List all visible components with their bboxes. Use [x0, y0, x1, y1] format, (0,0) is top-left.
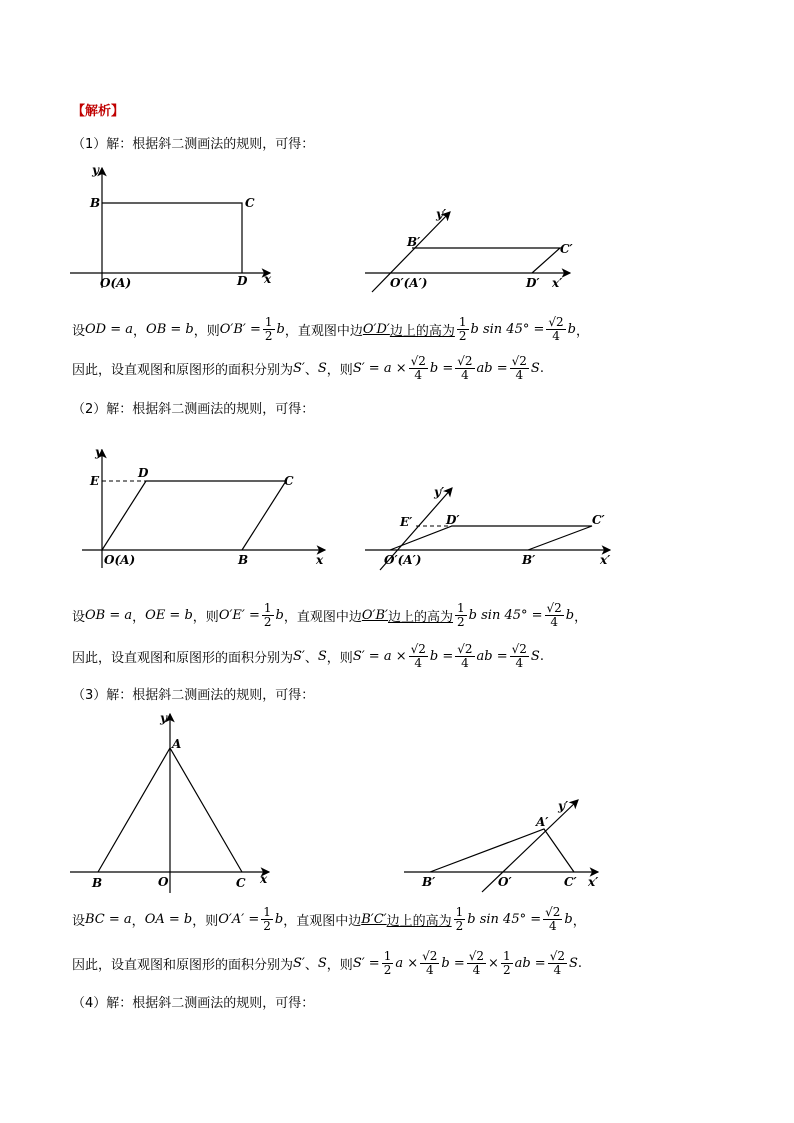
- label-B-prime: B′: [407, 235, 421, 249]
- part-3-intuitive-figure: [400, 792, 610, 902]
- label-O-prime: O′(A′): [390, 276, 428, 290]
- part-2-intuitive-figure: [360, 480, 620, 575]
- part-1-label: （1）解：根据斜二测画法的规则，可得：: [72, 137, 315, 152]
- label-D: D: [138, 466, 149, 480]
- label-D-prime: D′: [526, 276, 540, 290]
- label-B: B: [238, 553, 249, 567]
- label-B-prime: B′: [522, 553, 536, 567]
- part-3-original-figure: [62, 708, 282, 893]
- part-2-equation-1: 设 OB = a ， OE = b ，则 O′E′ = $\frac{1}{2}$ b ，直观图中边 O′B′ 边上的高为 $\frac{1}{2}$ b sin 45° = $\frac{√2}{4}$ b ，: [72, 601, 588, 629]
- part-3-equation-2: 因此，设直观图和原图形的面积分别为 S′ 、 S ，则 S′ = $\frac{1}{2}$ a × $\frac{√2}{4}$ b = $\frac{√2}{4}$ × $\frac{1}{2}$ ab = $\frac{√2}{4}$ S .: [72, 949, 583, 977]
- part-2-equation-2: 因此，设直观图和原图形的面积分别为 S′ 、 S ，则 S′ = a × $\frac{√2}{4}$ b = $\frac{√2}{4}$ ab = $\frac{√2}{4}$ S .: [72, 642, 544, 670]
- label-x: x: [260, 872, 268, 886]
- part-1-original-figure: [60, 160, 290, 300]
- label-O-prime: O′: [498, 875, 512, 889]
- label-x-prime: x′: [588, 875, 599, 889]
- label-OA: O(A): [100, 276, 132, 290]
- part-2-label: （2）解：根据斜二测画法的规则，可得：: [72, 402, 315, 417]
- parallelogram: [102, 481, 286, 550]
- label-x-prime: x′: [552, 276, 563, 290]
- part-3-equation-1: 设 BC = a ， OA = b ，则 O′A′ = $\frac{1}{2}$ b ，直观图中边 B′C′ 边上的高为 $\frac{1}{2}$ b sin 45° = $\frac{√2}{4}$ b ，: [72, 905, 586, 933]
- label-O-prime: O′(A′): [384, 553, 422, 567]
- label-O: O: [158, 875, 169, 889]
- label-y-prime: y′: [434, 485, 445, 499]
- label-D: D: [237, 274, 248, 288]
- parallelogram: [412, 248, 560, 273]
- part-4-label: （4）解：根据斜二测画法的规则，可得：: [72, 996, 315, 1011]
- triangle: [430, 829, 574, 872]
- label-y-prime: y′: [558, 799, 569, 813]
- part-3-label: （3）解：根据斜二测画法的规则，可得：: [72, 688, 315, 703]
- label-y: y: [160, 711, 167, 725]
- label-B-prime: B′: [422, 875, 436, 889]
- label-C: C: [245, 196, 255, 210]
- label-y: y: [92, 163, 99, 177]
- label-B: B: [90, 196, 101, 210]
- part-1-equation-1: 设 OD = a ， OB = b ，则 O′B′ = $\frac{1}{2}$ b ，直观图中边 O′D′ 边上的高为 $\frac{1}{2}$ b sin 45° = $\frac{√2}{4}$ b ，: [72, 315, 589, 343]
- part-1-intuitive-figure: [360, 200, 590, 300]
- label-C-prime: C′: [592, 513, 605, 527]
- label-A-prime: A′: [536, 815, 549, 829]
- part-2-original-figure: [80, 440, 340, 575]
- label-E: E: [90, 474, 100, 488]
- rectangle: [102, 203, 242, 273]
- label-E-prime: E′: [400, 515, 413, 529]
- label-y: y: [95, 445, 102, 459]
- label-x: x: [264, 272, 272, 286]
- label-C-prime: C′: [560, 242, 573, 256]
- label-C: C: [236, 876, 246, 890]
- label-C: C: [284, 474, 294, 488]
- label-OA: O(A): [104, 553, 136, 567]
- label-B: B: [92, 876, 103, 890]
- solution-heading: 【解析】: [72, 104, 125, 119]
- parallelogram: [390, 526, 592, 550]
- label-x-prime: x′: [600, 553, 611, 567]
- label-D-prime: D′: [446, 513, 460, 527]
- label-y-prime: y′: [436, 207, 447, 221]
- label-x: x: [316, 553, 324, 567]
- part-1-equation-2: 因此，设直观图和原图形的面积分别为 S′ 、 S ，则 S′ = a × $\frac{√2}{4}$ b = $\frac{√2}{4}$ ab = $\frac{√2}{4}$ S .: [72, 354, 544, 382]
- label-C-prime: C′: [564, 875, 577, 889]
- label-A: A: [172, 737, 182, 751]
